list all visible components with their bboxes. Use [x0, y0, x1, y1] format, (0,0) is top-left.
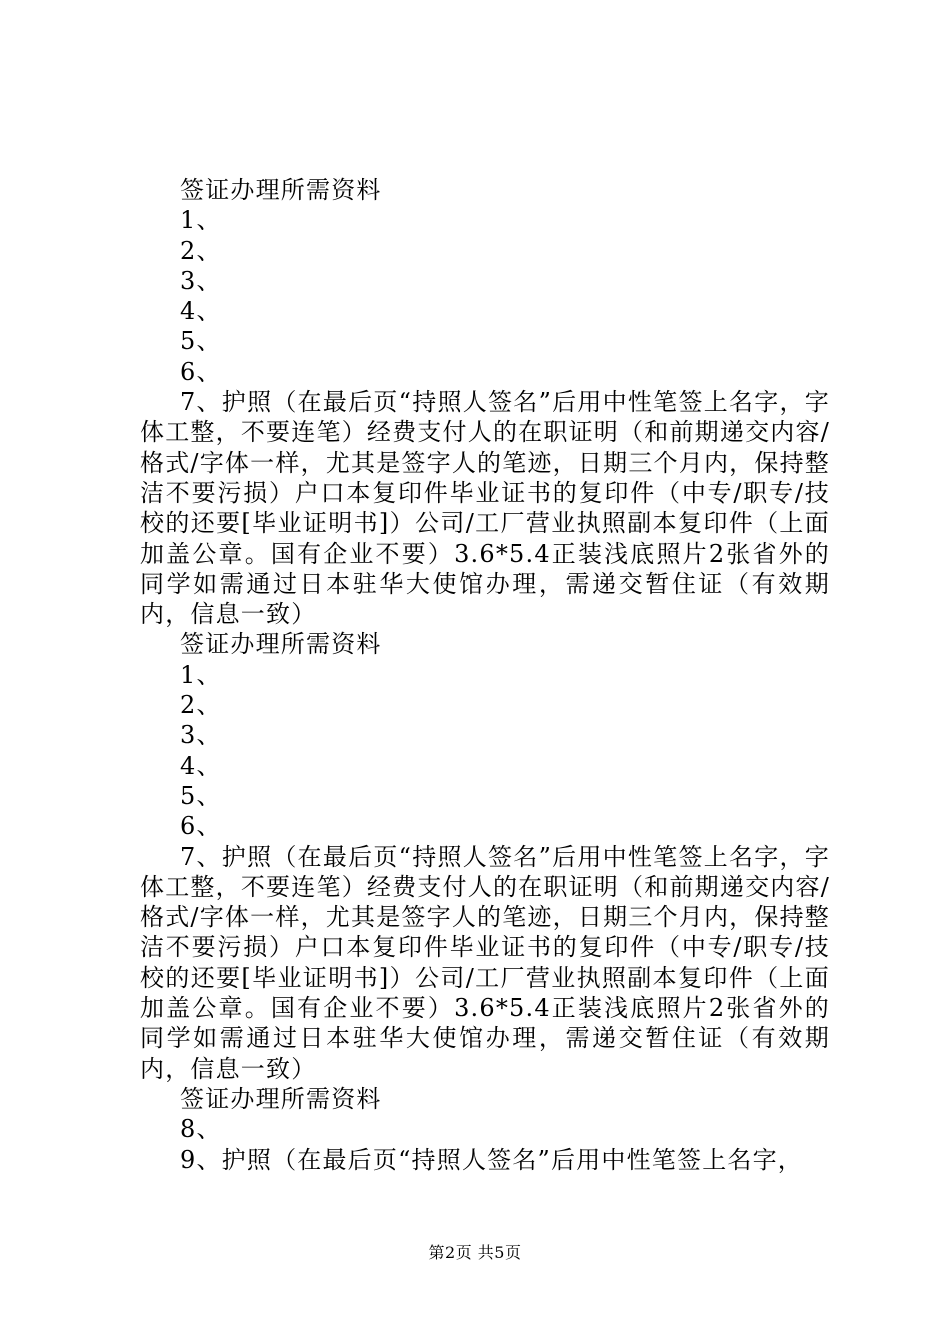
list-item: 6、	[180, 812, 222, 841]
list-item: 2、	[180, 691, 222, 720]
page-footer: 第2页 共5页	[428, 1243, 522, 1262]
section-1	[140, 175, 830, 629]
section-heading: 签证办理所需资料	[180, 630, 382, 659]
list-item: 1、	[180, 660, 222, 689]
list-item: 1、	[180, 206, 222, 235]
requirements-paragraph: 7、护照（在最后页“持照人签名”后用中性笔签上名字，字体工整，不要连笔）经费支付人的在职证明（和前期递交内容/格式/字体一样，尤其是签字人的笔迹，日期三个月内，保持整洁不要污损）户口本复印件毕业证书的复印件（中专/职专/技校的还要[毕业证明书]）公司/工厂营业执照副本复印件（上面加盖公章。国有企业不要）3.6*5.4正装浅底照片2张省外的同学如需通过日本驻华大使馆办理，需递交暂住证（有效期内，信息一致）	[140, 388, 830, 629]
list-item: 5、	[180, 327, 222, 356]
section-heading: 签证办理所需资料	[180, 1084, 382, 1113]
document-body	[140, 175, 830, 1175]
section-3	[140, 1084, 830, 1175]
requirements-paragraph: 9、护照（在最后页“持照人签名”后用中性笔签上名字，	[180, 1145, 804, 1174]
list-item: 4、	[180, 751, 222, 780]
list-item: 5、	[180, 781, 222, 810]
list-item: 3、	[180, 266, 222, 295]
list-item: 6、	[180, 357, 222, 386]
section-heading: 签证办理所需资料	[180, 176, 382, 204]
list-item: 4、	[180, 297, 222, 326]
requirements-paragraph: 7、护照（在最后页“持照人签名”后用中性笔签上名字，字体工整，不要连笔）经费支付人的在职证明（和前期递交内容/格式/字体一样，尤其是签字人的笔迹，日期三个月内，保持整洁不要污损）户口本复印件毕业证书的复印件（中专/职专/技校的还要[毕业证明书]）公司/工厂营业执照副本复印件（上面加盖公章。国有企业不要）3.6*5.4正装浅底照片2张省外的同学如需通过日本驻华大使馆办理，需递交暂住证（有效期内，信息一致）	[140, 842, 830, 1083]
list-item: 3、	[180, 721, 222, 750]
list-item: 8、	[180, 1115, 222, 1144]
section-2	[140, 629, 830, 1083]
list-item: 2、	[180, 236, 222, 265]
